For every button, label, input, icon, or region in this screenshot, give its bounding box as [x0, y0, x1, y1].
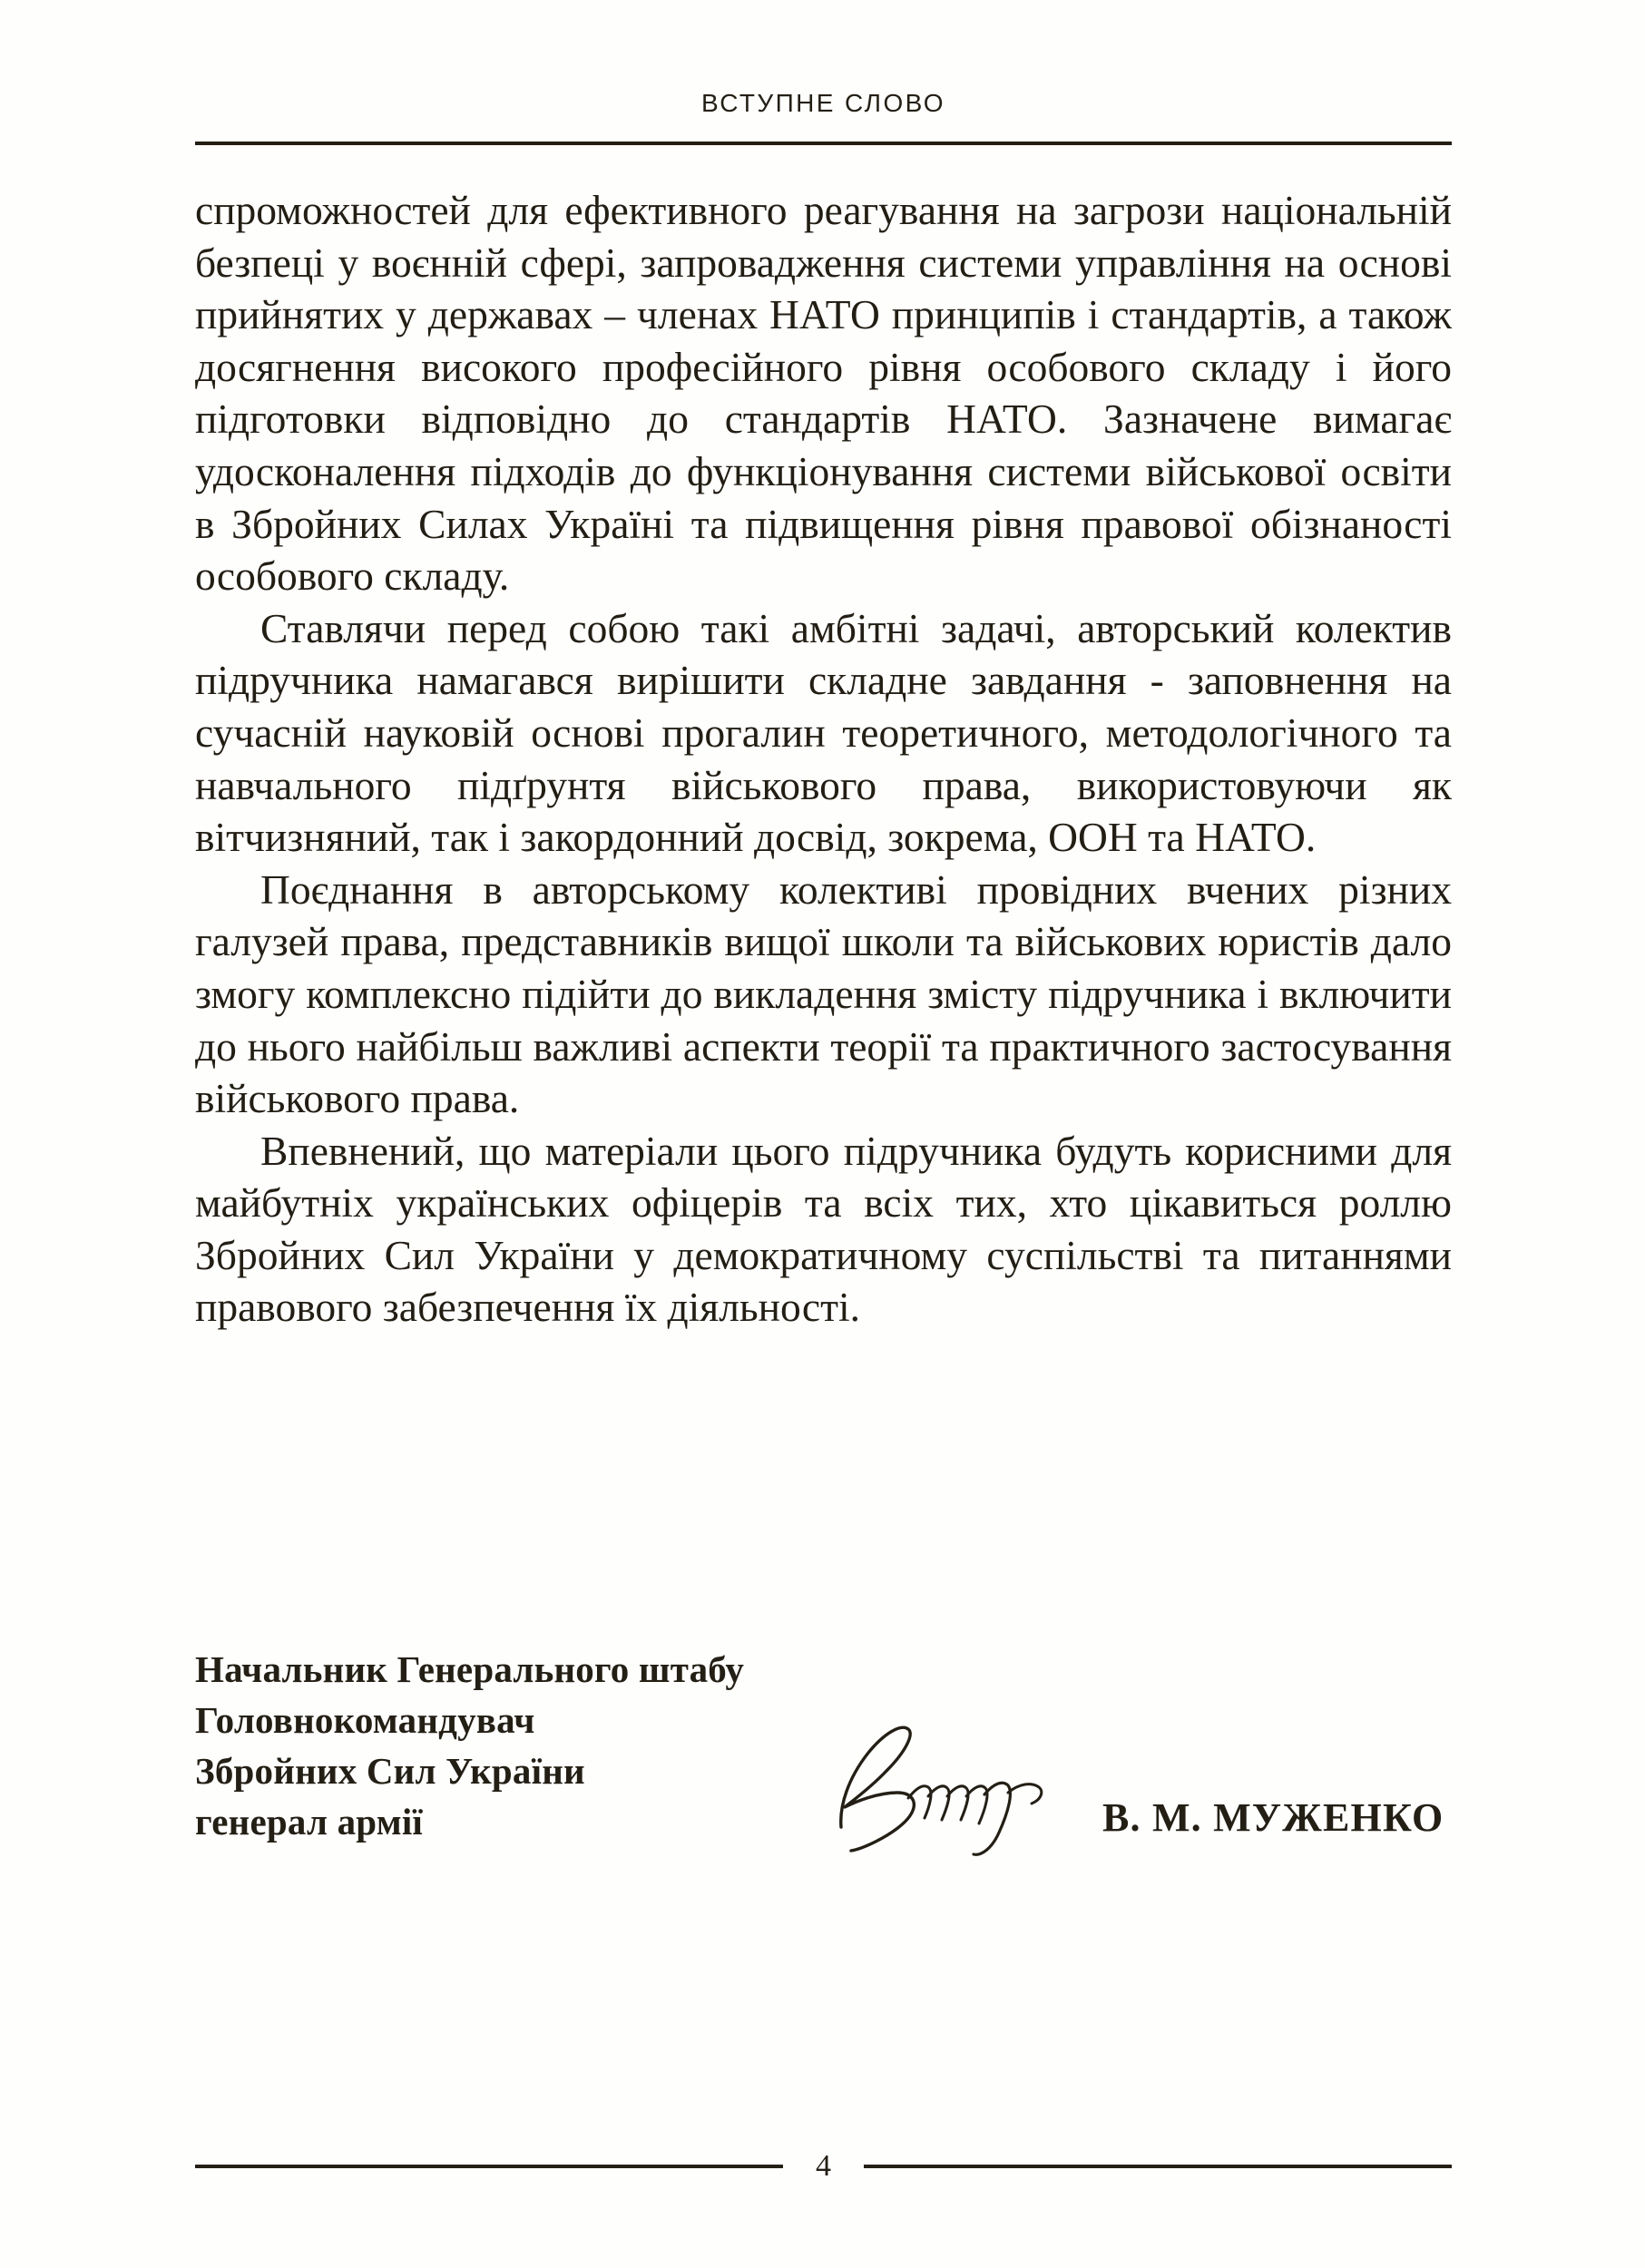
signatory-title-line-1: Начальник Генерального штабу [195, 1648, 745, 1690]
paragraph-4: Впевнений, що матеріали цього підручника будуть корисними для майбутніх українських офіцерів та всіх тих, хто цікавиться роллю Збройних Сил України у демократичному суспільстві та питаннями правового забезпечення їх діяльності. [195, 1127, 1452, 1331]
footer-rule-left [195, 2165, 783, 2168]
signatory-title-line-3: Збройних Сил України [195, 1750, 585, 1792]
page-footer [195, 2148, 1452, 2185]
signatory-title-line-2: Головнокомандувач [195, 1699, 535, 1741]
page-number: 4 [816, 2149, 831, 2183]
signatory-titles [195, 1644, 848, 1847]
running-head: ВСТУПНЕ СЛОВО [701, 89, 945, 117]
signature-block [195, 1644, 1452, 1871]
paragraph-1: спроможностей для ефективного реагування на загрози національній безпеці у воєнній сфері, запровадження системи управління на основі прийнятих у державах – членах НАТО принципів і стандартів, а також досягнення високого професійного рівня особового складу і його підготовки відповідно до стандартів НАТО. Зазначене вимагає удосконалення підходів до функціонування системи військової освіти в Збройних Силах Україні та підвищення рівня правової обізнаності особового складу. [195, 187, 1452, 600]
paragraph-2: Ставлячи перед собою такі амбітні задачі, авторський колектив підручника намагався вирішити складне завдання - заповнення на сучасній науковій основі прогалин теоретичного, методологічного та навчального підґрунтя військового права, використовуючи як вітчизняний, так і закордонний досвід, зокрема, ООН та НАТО. [195, 604, 1452, 861]
signatory-name: В. М. МУЖЕНКО [1102, 1795, 1444, 1840]
header-divider [195, 142, 1452, 145]
paragraph-3: Поєднання в авторському колективі провідних вчених різних галузей права, представників вищої школи та військових юристів дало змогу комплексно підійти до викладення змісту підручника і включити до нього найбільш важливі аспекти теорії та практичного застосування військового права. [195, 865, 1452, 1122]
body-text [195, 184, 1452, 1334]
footer-rule-right [864, 2165, 1452, 2168]
handwritten-signature-icon [821, 1718, 1057, 1863]
signatory-title-line-4: генерал армії [195, 1801, 424, 1843]
